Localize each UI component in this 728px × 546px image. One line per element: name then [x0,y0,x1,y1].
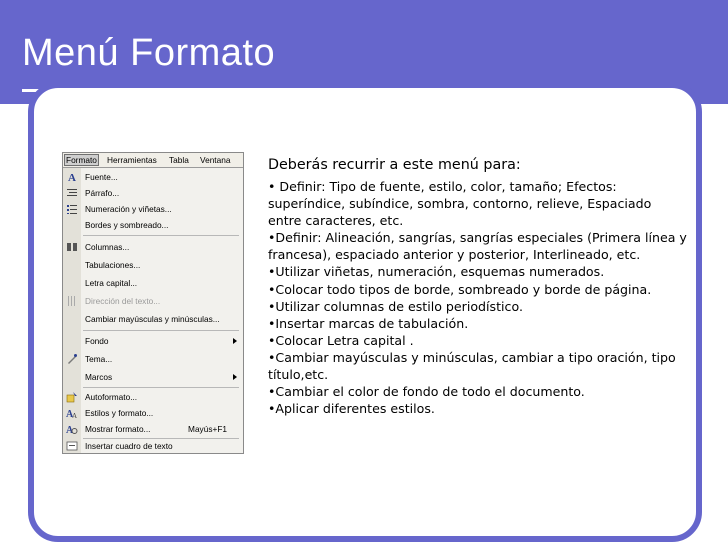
menu-ventana[interactable]: Ventana [200,155,231,165]
svg-text:A: A [66,425,74,435]
menu-item-direccion-texto: Dirección del texto... [63,293,241,309]
bullet-item: •Definir: Alineación, sangrías, sangrías especiales (Primera línea y francesa), espaciado anterior y posterior, Interlineado, etc. [268,230,687,263]
svg-text:A: A [68,172,76,183]
menu-item-insertar-cuadro-texto[interactable]: Insertar cuadro de texto [63,438,241,454]
columns-icon [66,241,78,253]
bullet-item: •Utilizar viñetas, numeración, esquemas numerados. [268,264,605,280]
menu-item-cambiar-mayusculas[interactable]: Cambiar mayúsculas y minúsculas... [85,314,220,324]
menu-item-autoformato[interactable]: Autoformato... [63,389,241,405]
submenu-arrow-icon [233,338,237,344]
autoformat-icon [66,391,78,403]
description-text [268,155,688,417]
menu-item-tema[interactable]: Tema... [63,351,241,367]
list-icon [66,203,78,215]
shortcut-label: Mayús+F1 [188,424,227,434]
intro-text: Deberás recurrir a este menú para: [268,157,521,173]
font-icon [66,171,78,183]
menu-separator [83,330,239,331]
menu-item-letra-capital[interactable]: Letra capital... [85,278,138,288]
menu-item-marcos[interactable]: Marcos [63,369,241,385]
menu-item-estilos-formato[interactable]: A A Estilos y formato... [66,408,154,419]
menu-formato[interactable]: Formato [66,155,97,165]
menu-separator [83,387,239,388]
styles-icon [66,407,78,419]
textbox-icon [66,440,78,452]
menu-herramientas[interactable]: Herramientas [107,155,157,165]
bullet-item: •Colocar todo tipos de borde, sombreado y borde de página. [268,281,652,297]
menu-item-fuente[interactable]: A Fuente... [68,172,118,183]
menu-separator [83,235,239,236]
menu-tabla[interactable]: Tabla [169,155,189,165]
bullet-item: •Cambiar mayúsculas y minúsculas, cambiar a tipo oración, tipo título,etc. [268,349,676,383]
reveal-format-icon [66,423,78,435]
bullet-item: •Insertar marcas de tabulación. [268,315,469,331]
submenu-arrow-icon [233,374,237,380]
menu-item-fondo[interactable]: Fondo [63,333,241,349]
menu-item-columnas[interactable]: Columnas... [63,239,241,255]
bullet-item: •Cambiar el color de fondo de todo el documento. [268,384,585,400]
menu-item-bordes[interactable]: Bordes y sombreado... [85,220,169,230]
svg-text:A: A [72,412,78,419]
slide-title: Menú Formato [22,32,276,74]
menu-bar [63,153,243,168]
bullet-item: •Aplicar diferentes estilos. [268,401,435,417]
text-direction-icon [66,295,78,307]
menu-item-numeracion[interactable]: Numeración y viñetas... [63,201,241,217]
paragraph-icon [66,187,78,199]
menu-item-tabulaciones[interactable]: Tabulaciones... [85,260,141,270]
bullet-item: •Colocar Letra capital . [268,332,414,348]
menu-item-parrafo[interactable]: Párrafo... [63,185,241,201]
svg-text:A: A [66,409,74,419]
bullet-item: • Definir: Tipo de fuente, estilo, color, tamaño; Efectos: superíndice, subíndice, sombra, contorno, relieve, Espaciado entre caracteres, etc. [268,179,652,229]
theme-icon [66,353,78,365]
menu-item-mostrar-formato[interactable]: A Mostrar formato... Mayús+F1 [66,424,227,435]
format-menu [62,152,244,454]
bullet-item: •Utilizar columnas de estilo periodístico. [268,298,523,314]
